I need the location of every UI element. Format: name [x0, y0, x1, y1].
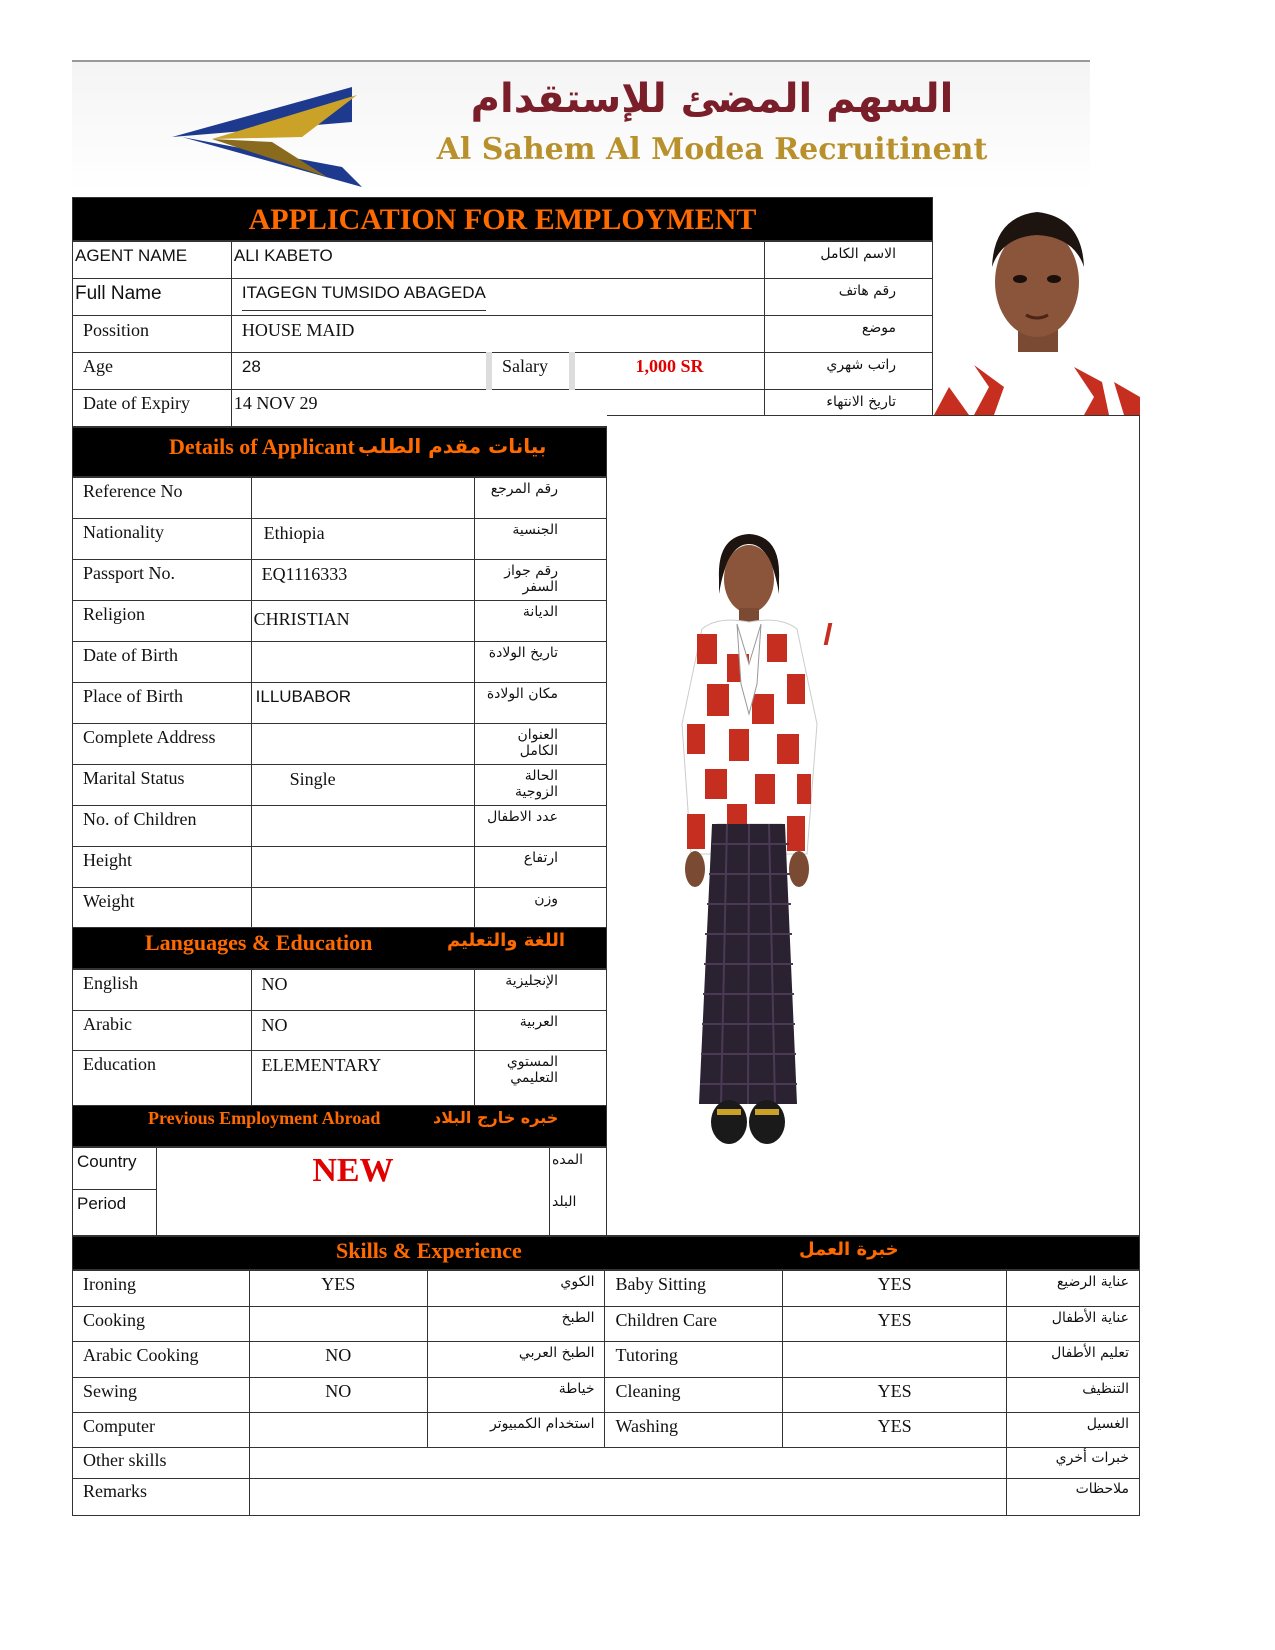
skills-table: [72, 1270, 1140, 1516]
skills-row: [73, 1378, 1140, 1413]
languages-row: [73, 1051, 607, 1106]
skill-left-ar: الطبخ العربي: [427, 1342, 605, 1378]
full-name-text: ITAGEGN TUMSIDO ABAGEDA: [242, 283, 486, 311]
position-value: HOUSE MAID: [231, 316, 764, 353]
languages-header: [72, 927, 607, 969]
other-skills-value: [249, 1448, 1006, 1479]
period-label: Period: [73, 1190, 157, 1236]
skill-left-label: Cooking: [73, 1307, 250, 1342]
skill-left-ar: خياطة: [427, 1378, 605, 1413]
age-value: 28: [231, 353, 489, 390]
skill-right-value: YES: [783, 1271, 1007, 1307]
skill-right-value: [783, 1342, 1007, 1378]
skills-title-ar: خبرة العمل: [799, 1239, 899, 1260]
agent-name-ar: الاسم الكامل: [765, 242, 933, 279]
previous-table: [72, 1147, 607, 1236]
details-table: [72, 477, 607, 929]
details-value: [251, 806, 474, 847]
details-ar: الحالة الزوجية: [475, 765, 607, 806]
remarks-value: [249, 1479, 1006, 1516]
application-title: APPLICATION FOR EMPLOYMENT: [248, 203, 757, 236]
languages-ar: المستوي التعليمي: [475, 1051, 607, 1106]
skill-left-ar: الطبخ: [427, 1307, 605, 1342]
skill-left-value: NO: [249, 1378, 427, 1413]
details-label: Nationality: [73, 519, 252, 560]
salary-ar: راتب شهري: [765, 353, 933, 390]
skill-left-value: [249, 1307, 427, 1342]
details-value: [251, 642, 474, 683]
remarks-row: [73, 1479, 1140, 1516]
details-title-en: Details of Applicant: [169, 434, 355, 459]
skills-row: [73, 1342, 1140, 1378]
details-ar: الجنسية: [475, 519, 607, 560]
skill-left-ar: الكوي: [427, 1271, 605, 1307]
languages-row: [73, 1011, 607, 1051]
languages-label: Education: [73, 1051, 252, 1106]
details-row: [73, 560, 607, 601]
details-label: Marital Status: [73, 765, 252, 806]
applicant-headshot: [934, 197, 1140, 415]
skill-right-ar: عناية الأطفال: [1007, 1307, 1140, 1342]
details-label: Complete Address: [73, 724, 252, 765]
languages-title-en: Languages & Education: [145, 930, 373, 955]
languages-ar: العربية: [475, 1011, 607, 1051]
position-ar: موضع: [765, 316, 933, 353]
position-label: Possition: [73, 316, 232, 353]
skills-title-en: Skills & Experience: [336, 1238, 522, 1263]
skill-right-label: Baby Sitting: [605, 1271, 783, 1307]
expiry-ar: تاريخ الانتهاء: [765, 390, 933, 427]
details-ar: رقم جواز السفر: [475, 560, 607, 601]
skill-right-label: Washing: [605, 1413, 783, 1448]
skill-right-value: YES: [783, 1413, 1007, 1448]
previous-title-en: Previous Employment Abroad: [148, 1108, 381, 1128]
details-label: Religion: [73, 601, 252, 642]
languages-label: Arabic: [73, 1011, 252, 1051]
skill-left-label: Computer: [73, 1413, 250, 1448]
details-row: [73, 847, 607, 888]
skill-left-label: Arabic Cooking: [73, 1342, 250, 1378]
skill-right-label: Children Care: [605, 1307, 783, 1342]
details-ar: ارتفاع: [475, 847, 607, 888]
skill-left-value: [249, 1413, 427, 1448]
other-skills-row: [73, 1448, 1140, 1479]
details-value: EQ1116333: [251, 560, 474, 601]
details-row: [73, 642, 607, 683]
expiry-value: 14 NOV 29: [231, 390, 764, 427]
details-label: Height: [73, 847, 252, 888]
details-label: Reference No: [73, 478, 252, 519]
period-ar: البلد: [550, 1190, 607, 1236]
details-value: [251, 847, 474, 888]
full-name-value: [231, 279, 764, 316]
skills-row: [73, 1413, 1140, 1448]
details-ar: تاريخ الولادة: [475, 642, 607, 683]
details-title-ar: بيانات مقدم الطلب: [358, 434, 547, 458]
skill-right-ar: تعليم الأطفال: [1007, 1342, 1140, 1378]
details-value: [251, 724, 474, 765]
skill-left-label: Ironing: [73, 1271, 250, 1307]
details-row: [73, 765, 607, 806]
languages-table: [72, 969, 607, 1106]
languages-label: English: [73, 970, 252, 1011]
arrow-logo-icon: [152, 67, 372, 187]
previous-header: [72, 1105, 607, 1147]
details-label: Passport No.: [73, 560, 252, 601]
details-label: Weight: [73, 888, 252, 929]
skill-right-ar: الغسيل: [1007, 1413, 1140, 1448]
agent-name-label: AGENT NAME: [73, 242, 232, 279]
previous-new-cell: [156, 1148, 549, 1236]
previous-new-text: NEW: [312, 1152, 394, 1189]
skills-header: [72, 1236, 1140, 1270]
logo-arabic-name: السهم المضئ للإستقدام: [470, 76, 954, 122]
country-ar: المده: [550, 1148, 607, 1190]
details-ar: عدد الاطفال: [475, 806, 607, 847]
details-value: [251, 478, 474, 519]
age-label: Age: [73, 353, 232, 390]
details-row: [73, 683, 607, 724]
details-row: [73, 806, 607, 847]
headshot-image: [934, 197, 1140, 415]
skill-left-ar: استخدام الكمبيوتر: [427, 1413, 605, 1448]
other-skills-label: Other skills: [73, 1448, 250, 1479]
skill-right-label: Cleaning: [605, 1378, 783, 1413]
details-row: [73, 888, 607, 929]
languages-value: NO: [251, 970, 475, 1011]
details-value: [251, 888, 474, 929]
languages-ar: الإنجليزية: [475, 970, 607, 1011]
salary-value: 1,000 SR: [572, 353, 765, 390]
details-ar: مكان الولادة: [475, 683, 607, 724]
expiry-label: Date of Expiry: [73, 390, 232, 427]
skill-right-ar: عناية الرضيع: [1007, 1271, 1140, 1307]
full-body-photo-panel: [607, 415, 1140, 1236]
details-ar: الديانة: [475, 601, 607, 642]
details-value: ILLUBABOR: [251, 683, 474, 724]
details-label: Place of Birth: [73, 683, 252, 724]
agent-name-value: ALI KABETO: [231, 242, 764, 279]
logo-banner: [72, 60, 1090, 190]
skill-right-label: Tutoring: [605, 1342, 783, 1378]
details-ar: العنوان الكامل: [475, 724, 607, 765]
full-name-ar: رقم هاتف: [765, 279, 933, 316]
skill-left-value: NO: [249, 1342, 427, 1378]
details-value: CHRISTIAN: [251, 601, 474, 642]
remarks-ar: ملاحظات: [1007, 1479, 1140, 1516]
skill-right-value: YES: [783, 1307, 1007, 1342]
languages-row: [73, 970, 607, 1011]
details-label: Date of Birth: [73, 642, 252, 683]
details-header: [72, 427, 607, 477]
details-ar: رقم المرجع: [475, 478, 607, 519]
details-value: Ethiopia: [251, 519, 474, 560]
full-body-photo: [657, 524, 837, 1164]
details-row: [73, 601, 607, 642]
other-skills-ar: خبرات أخري: [1007, 1448, 1140, 1479]
details-row: [73, 478, 607, 519]
header-table: [72, 241, 933, 427]
skill-right-value: YES: [783, 1378, 1007, 1413]
details-value: Single: [251, 765, 474, 806]
remarks-label: Remarks: [73, 1479, 250, 1516]
logo-english-name: Al Sahem Al Modea Recruitinent: [436, 132, 988, 167]
details-ar: وزن: [475, 888, 607, 929]
salary-label: Salary: [489, 353, 572, 390]
skill-left-label: Sewing: [73, 1378, 250, 1413]
languages-value: ELEMENTARY: [251, 1051, 475, 1106]
previous-title-ar: خبره خارج البلاد: [433, 1108, 559, 1127]
application-title-bar: [72, 197, 933, 241]
languages-value: NO: [251, 1011, 475, 1051]
skills-row: [73, 1307, 1140, 1342]
country-label: Country: [73, 1148, 157, 1190]
languages-title-ar: اللغة والتعليم: [447, 930, 566, 951]
skill-left-value: YES: [249, 1271, 427, 1307]
skill-right-ar: التنظيف: [1007, 1378, 1140, 1413]
full-name-label: Full Name: [73, 279, 232, 316]
details-label: No. of Children: [73, 806, 252, 847]
details-row: [73, 519, 607, 560]
skills-row: [73, 1271, 1140, 1307]
details-row: [73, 724, 607, 765]
